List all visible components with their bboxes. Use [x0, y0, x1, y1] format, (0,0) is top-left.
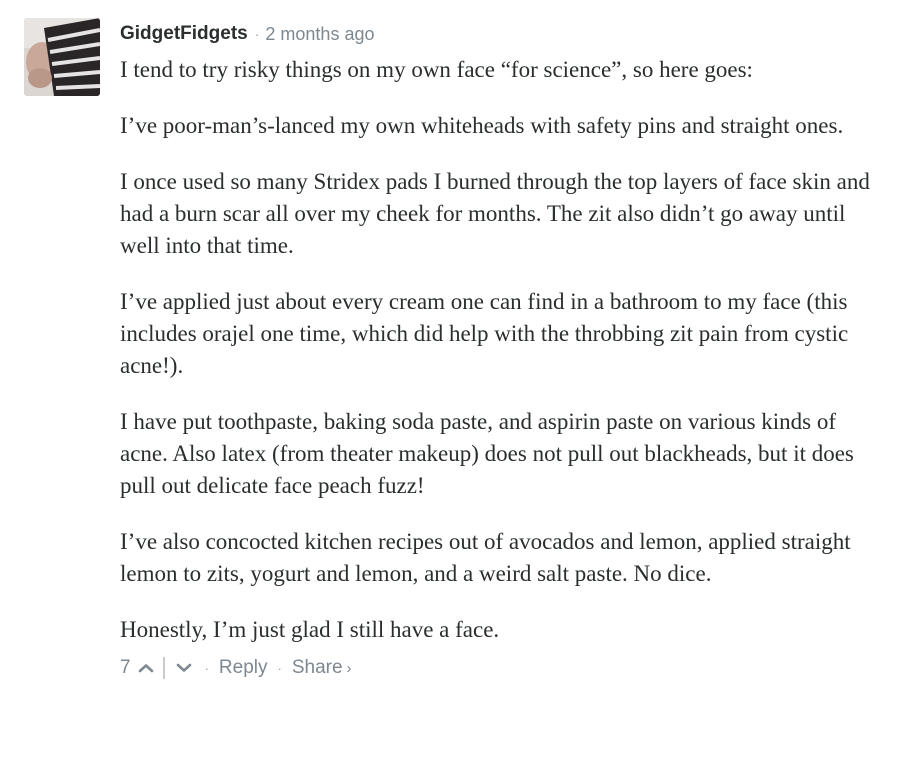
comment-paragraph: I’ve applied just about every cream one can find in a bathroom to my face (this includes orajel one time, which did help with the throbbing zit pain from cystic acne!). [120, 289, 849, 378]
chevron-down-icon [176, 663, 192, 673]
vote-divider [163, 657, 165, 679]
comment-footer [120, 650, 880, 686]
avatar-image [24, 18, 100, 96]
comment-paragraph: I tend to try risky things on my own face “for science”, so here goes: [120, 57, 753, 82]
avatar[interactable] [24, 18, 100, 96]
comment-meta [120, 18, 880, 50]
timestamp[interactable]: 2 months ago [265, 23, 375, 44]
footer-separator: · [277, 660, 282, 676]
footer-separator: · [204, 660, 209, 676]
share-label: Share [291, 657, 343, 678]
comment-paragraph: I’ve poor-man’s-lanced my own whiteheads with safety pins and straight ones. [120, 113, 844, 138]
downvote-button[interactable] [173, 657, 195, 679]
comment-body [120, 18, 880, 686]
comment-paragraph: I once used so many Stridex pads I burned through the top layers of face skin and had a burn scar all over my cheek for months. The zit also didn’t go away until well into that time. [120, 169, 870, 258]
share-button[interactable] [292, 657, 352, 679]
share-arrow-icon: › [346, 660, 352, 677]
reply-button[interactable]: Reply [218, 657, 268, 678]
comment-paragraph: I’ve also concocted kitchen recipes out of avocados and lemon, applied straight lemon to zits, yogurt and lemon, and a weird salt paste. No dice. [120, 529, 851, 586]
comment-paragraph: Honestly, I’m just glad I still have a face. [120, 617, 500, 642]
comment-paragraph: I have put toothpaste, baking soda paste, and aspirin paste on various kinds of acne. Also latex (from theater makeup) does not pull out blackheads, but it does pull out delicate face peach fuzz! [120, 409, 854, 498]
upvote-button[interactable] [135, 657, 157, 679]
meta-separator: · [254, 26, 260, 42]
comment-text [120, 54, 880, 646]
vote-count: 7 [120, 657, 131, 678]
author-name[interactable]: GidgetFidgets [120, 23, 248, 44]
chevron-up-icon [138, 663, 154, 673]
